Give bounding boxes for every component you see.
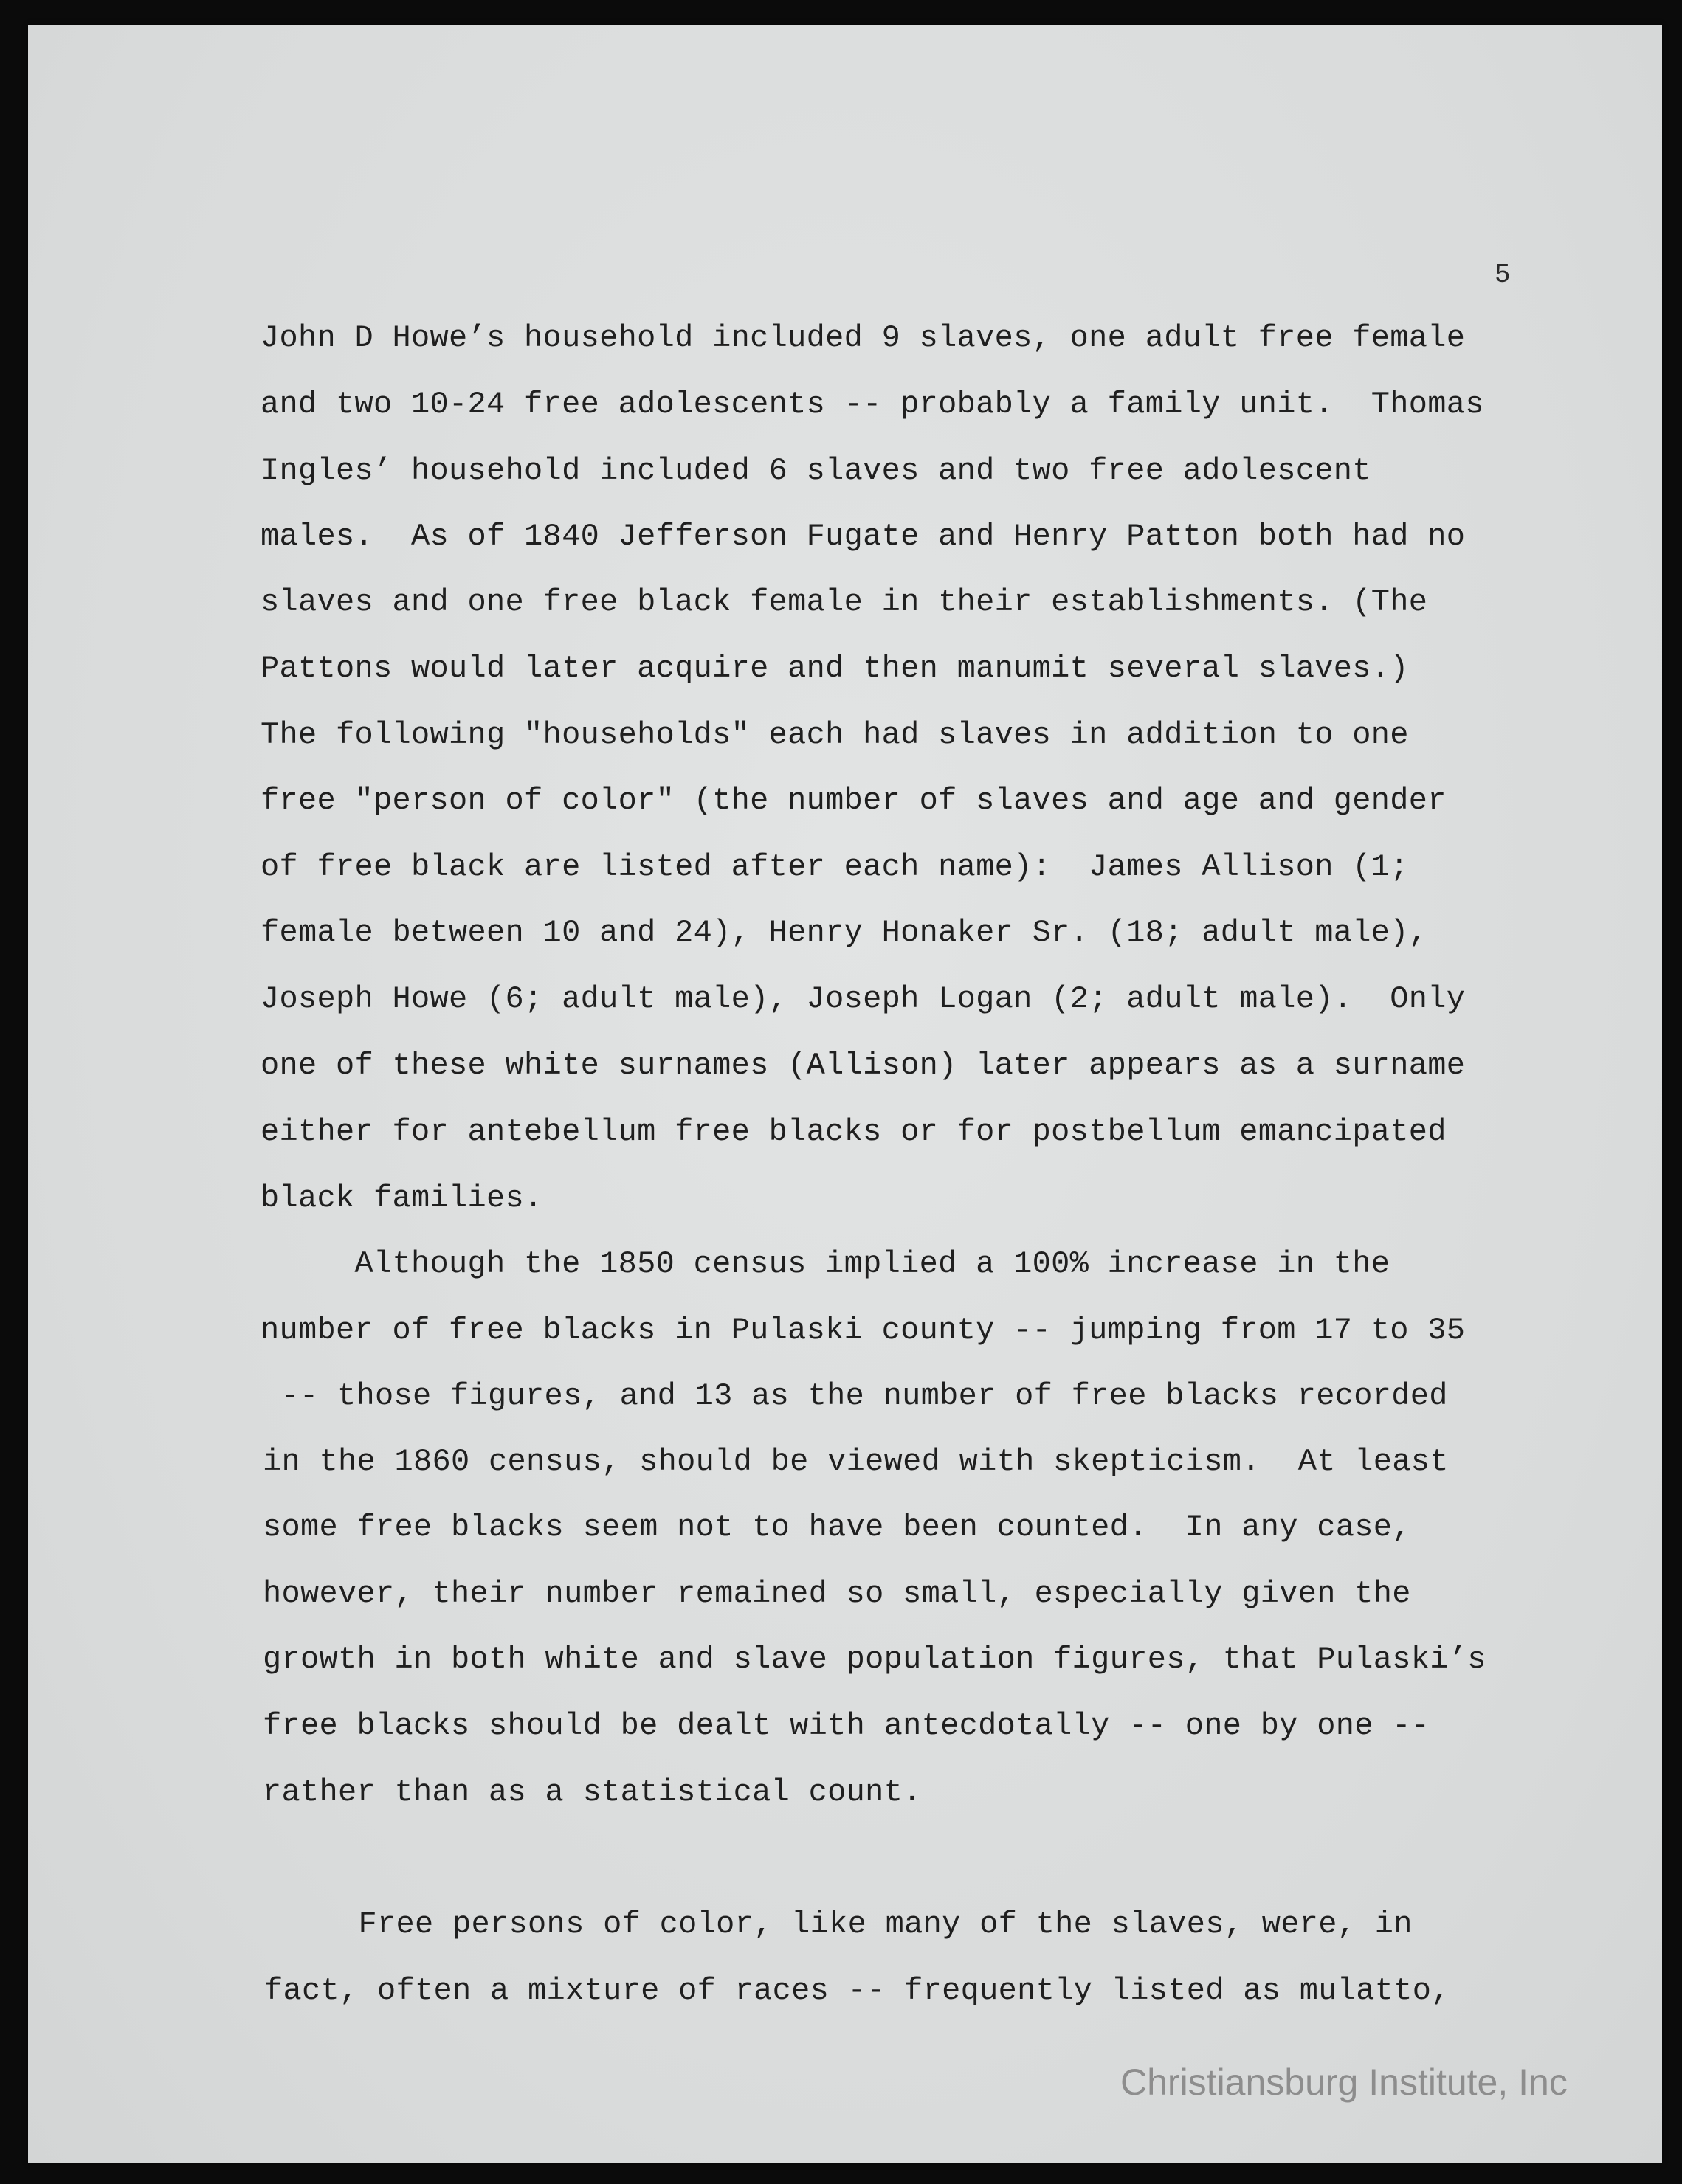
text-line: in the 1860 census, should be viewed with skepticism. At least	[263, 1444, 1449, 1479]
text-line: one of these white surnames (Allison) later appears as a surname	[261, 1048, 1466, 1083]
text-line: however, their number remained so small, especially given the	[263, 1576, 1411, 1611]
text-line: free blacks should be dealt with antecdotally -- one by one --	[263, 1708, 1430, 1744]
text-line: slaves and one free black female in their establishments. (The	[261, 584, 1428, 620]
text-line: rather than as a statistical count.	[263, 1774, 922, 1810]
text-line: Pattons would later acquire and then manumit several slaves.)	[261, 651, 1409, 686]
text-line: and two 10-24 free adolescents -- probably a family unit. Thomas	[261, 387, 1484, 422]
page-number: 5	[1495, 260, 1511, 290]
text-line: female between 10 and 24), Henry Honaker Sr. (18; adult male),	[261, 915, 1428, 950]
text-line: either for antebellum free blacks or for postbellum emancipated	[261, 1114, 1447, 1150]
text-line: Although the 1850 census implied a 100% increase in the	[261, 1246, 1390, 1282]
text-line: The following "households" each had slaves in addition to one	[261, 717, 1409, 753]
text-line: black families.	[261, 1181, 543, 1216]
text-line: males. As of 1840 Jefferson Fugate and Henry Patton both had no	[261, 519, 1466, 554]
text-line: free "person of color" (the number of slaves and age and gender	[261, 783, 1447, 818]
document-page	[28, 25, 1662, 2163]
text-line: number of free blacks in Pulaski county -- jumping from 17 to 35	[261, 1313, 1466, 1348]
text-line: Free persons of color, like many of the slaves, were, in	[264, 1907, 1413, 1942]
text-line: fact, often a mixture of races -- frequently listed as mulatto,	[264, 1973, 1450, 2008]
text-line: Ingles’ household included 6 slaves and two free adolescent	[261, 453, 1371, 488]
text-line: some free blacks seem not to have been counted. In any case,	[263, 1510, 1411, 1545]
text-line: -- those figures, and 13 as the number of free blacks recorded	[262, 1378, 1448, 1414]
text-line: John D Howe’s household included 9 slaves, one adult free female	[261, 320, 1466, 356]
text-line: Joseph Howe (6; adult male), Joseph Logan (2; adult male). Only	[261, 981, 1466, 1017]
text-line: growth in both white and slave population figures, that Pulaski’s	[263, 1642, 1486, 1677]
text-line: of free black are listed after each name): James Allison (1;	[261, 849, 1409, 885]
watermark-text: Christiansburg Institute, Inc	[1120, 2062, 1568, 2103]
